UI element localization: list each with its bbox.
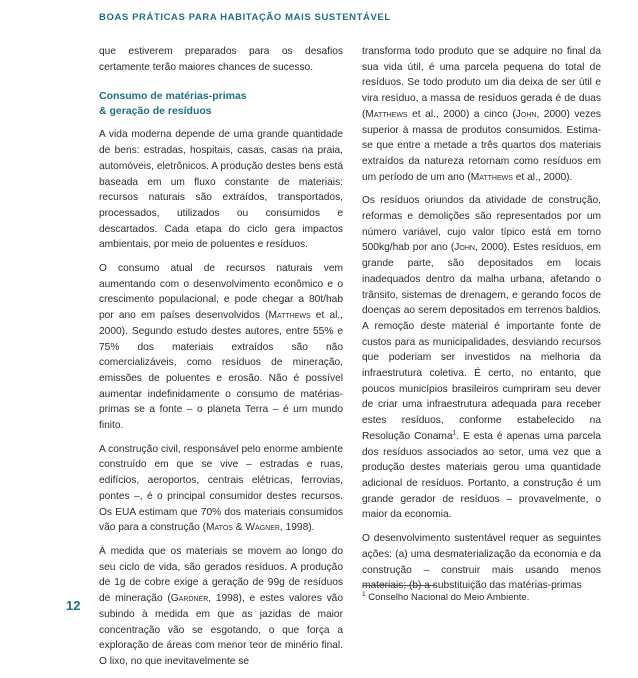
text-span: Segundo estudo destes autores, entre 55% e 75% dos materiais extraídos são não comercializáveis, como resíduos de mineração, emissões de poluentes e erosão. Não é possível aumentar indefinidamente o consumo de matérias-primas se a fonte – o planeta Terra – é um mundo finito. [99, 325, 343, 432]
paragraph-construction-waste [362, 193, 601, 523]
text-span: et al., 2000). [512, 171, 573, 183]
paragraph-sustainable-development: O desenvolvimento sustentável requer as seguintes ações: (a) uma desmaterialização da economia e da construção – construir mais usando menos materiais; (b) a substituição das matérias-primas [362, 533, 601, 592]
citation-author: Gardner [170, 593, 209, 605]
page-number: 12 [66, 598, 81, 613]
citation-rest: et al., 2000). [99, 310, 344, 337]
running-header: BOAS PRÁTICAS PARA HABITAÇÃO MAIS SUSTENTÁVEL [99, 12, 391, 23]
paragraph-waste-generation [99, 544, 343, 670]
text-span: et al., 2000) a cinco ( [407, 108, 516, 120]
text-span: A construção civil, responsável pelo enorme ambiente construído em que se vive – estradas e ruas, edifícios, aeroportos, centrais elétricas, ferrovias, pontes –, é o principal consumidor destes recursos. Os EUA estimam que 70% dos materiais consumidos vão para a construção ( [99, 443, 343, 534]
citation-author: John [454, 242, 475, 254]
footnote-divider [362, 585, 435, 586]
text-span: , 2000) vezes superior à massa de produtos consumidos. Estima-se que entre a metade a três quartos dos materiais extraídos da natureza retornam como resíduos em um período de um ano ( [362, 108, 601, 183]
paragraph-waste-mass [362, 44, 601, 185]
citation-author: Matthews [268, 310, 311, 322]
text-span: Os resíduos oriundos da atividade de construção, reformas e demolições são representados por um número variável, cujo valor típico está em torno 500kg/hab por ano ( [362, 195, 601, 254]
text-span: O consumo atual de recursos naturais vem aumentando com o desenvolvimento econômico e o crescimento populacional, e pode chegar a 80t/hab por ano em países desenvolvidos ( [99, 263, 343, 322]
paragraph-resource-consumption [99, 261, 343, 434]
footnote [362, 592, 601, 604]
section-heading [99, 89, 343, 119]
citation-rest: , 1998). [279, 522, 315, 534]
section-heading-line-1: Consumo de matérias-primas [99, 90, 247, 103]
paragraph-civil-construction [99, 442, 343, 536]
citation-author: Matthews [365, 108, 408, 120]
footnote-reference[interactable]: 1 [452, 429, 457, 437]
text-span: , 1998), e estes valores vão subindo à medida em que as jazidas de maior concentração vão se esgotando, o que força a exploração de áreas com menor teor de minério final. O lixo, no que inevitavelmente se [99, 593, 343, 667]
citation-author: Matthews [470, 171, 513, 183]
text-span: À medida que os materiais se movem ao longo do seu ciclo de vida, são gerados resíduos. A produção de 1g de cobre exige a geração de 99g de resíduos de mineração ( [99, 545, 343, 605]
footnote-marker: 1 [362, 590, 366, 598]
section-heading-line-2: & geração de resíduos [99, 105, 212, 118]
text-span: transforma todo produto que se adquire no final da sua vida útil, é uma parcela pequena do total de resíduos. Se todo produto um dia deixa de ser útil e vira resíduo, a massa de resíduos gerada é de duas ( [362, 46, 601, 120]
left-column [99, 44, 343, 678]
text-span: , 2000). Estes resíduos, em grande parte, são depositados em locais inadequados dentro da malha urbana, afetando o trânsito, sistemas de drenagem, e gerando focos de doenças ao serem depositados em terrenos baldios. A remoção deste material é importante fonte de custos para as municipalidades, desviando recursos que poderiam ser investidos na melhoria da infraestrutura coletiva. É certo, no entanto, que poucos municípios brasileiros cumpriram seu dever de criar uma infraestrutura adequada para receber estes resíduos, conforme estabelecido na Resolução Conama [362, 242, 601, 442]
citation-author: Wagner [245, 522, 280, 534]
text-span: . E esta é apenas uma parcela dos resíduos associados ao setor, uma vez que a produção destes materiais gerou uma quantidade adicional de resíduos. Portanto, a construção é um grande gerador de resíduos – provavelmente, o maior da economia. [362, 430, 601, 521]
footnote-text: Conselho Nacional do Meio Ambiente. [368, 592, 530, 603]
citation-author: Matos [206, 522, 233, 534]
right-column [362, 44, 601, 602]
citation-amp: & [232, 522, 246, 534]
paragraph-modern-life: A vida moderna depende de uma grande quantidade de bens: estradas, hospitais, casas, casas na praia, automóveis, eletrônicos. A produção destes bens está baseada em um fluxo constante de materiais: recursos naturais são extraídos, transportados, processados, utilizados ou consumidos e descartados. Cada etapa do ciclo gera impactos ambientais, por meio de poluentes e resíduos. [99, 129, 343, 251]
paragraph-continuation: que estiverem preparados para os desafios certamente terão maiores chances de sucesso. [99, 46, 343, 73]
citation-author: John [515, 108, 537, 120]
